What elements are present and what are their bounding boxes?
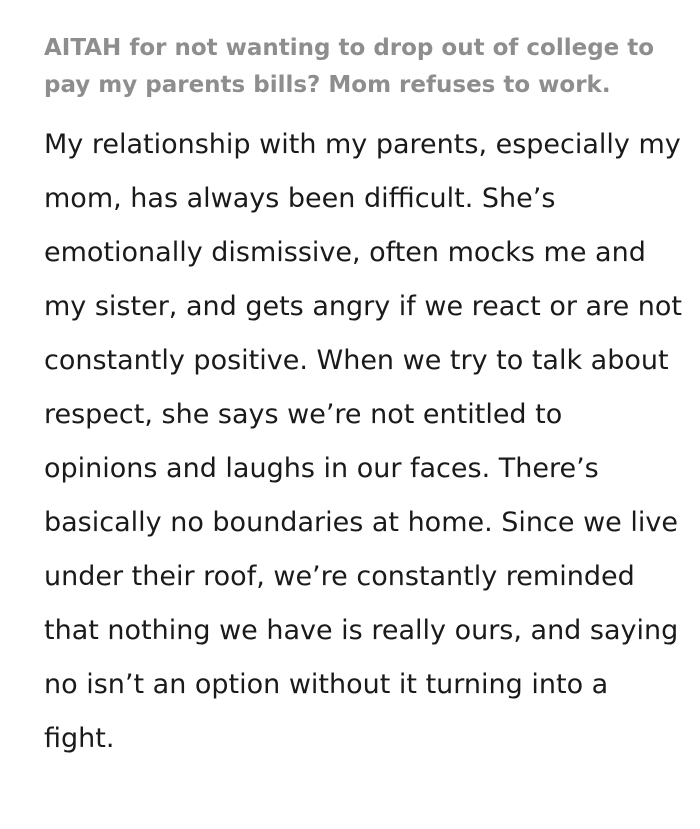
post-title: AITAH for not wanting to drop out of college to pay my parents bills? Mom refuses to work. <box>44 35 655 98</box>
post <box>44 30 684 766</box>
post-body: My relationship with my parents, especially my mom, has always been difficult. She’s emotionally dismissive, often mocks me and my sister, and gets angry if we react or are not constantly positive. When we try to talk about respect, she says we’re not entitled to opinions and laughs in our faces. There’s basically no boundaries at home. Since we live under their roof, we’re constantly reminded that nothing we have is really ours, and saying no isn’t an option without it turning into a fight. <box>44 129 682 754</box>
